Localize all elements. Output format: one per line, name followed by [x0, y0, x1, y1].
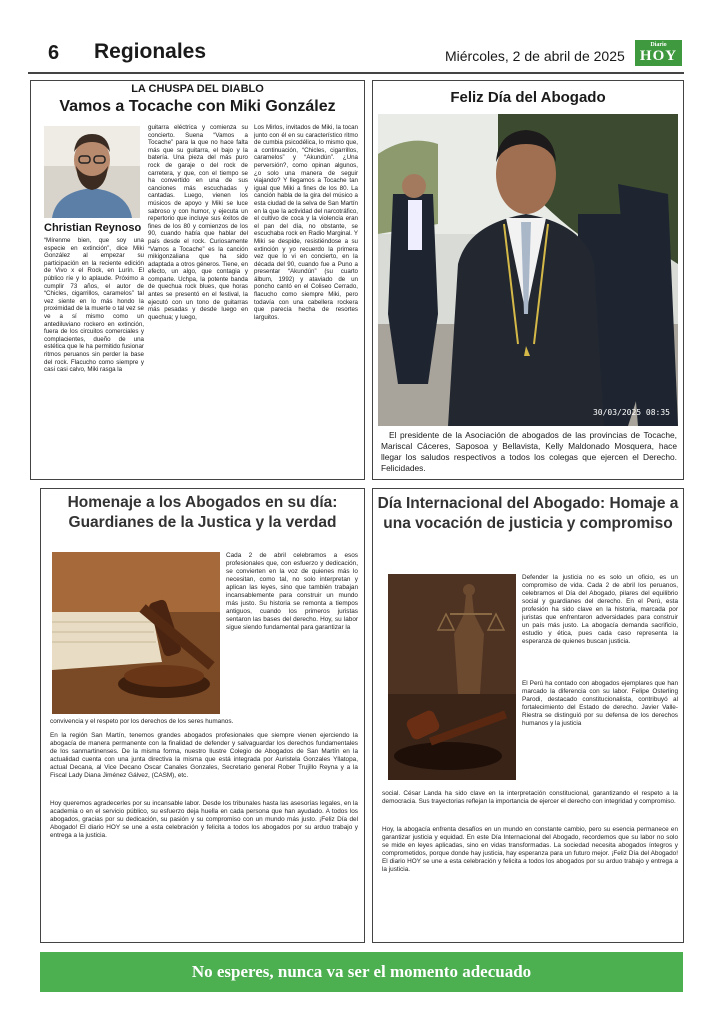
article-internacional-title: Día Internacional del Abogado: Homaje a una vocación de justicia y compromiso — [377, 495, 679, 532]
gavel-book-photo — [52, 552, 220, 714]
article-homenaje-paragraph-3: Hoy queremos agradecerles por su incansable labor. Desde los tribunales hasta las asesorías legales, en la academia o en el servicio público, su esfuerzo deja huella en cada persona que han ayudado. A todos los abogados, gracias por su dedicación, su pasión y su compromiso con un mundo más justo. ¡Feliz Día del Abogado! El diario HOY se une a esta celebración y felicita a todos los abogados por su arduo trabajo y entrega a la justicia. — [50, 800, 358, 839]
justice-statue-photo — [388, 574, 516, 780]
article-internacional-paragraph-3: Hoy, la abogacía enfrenta desafíos en un mundo en constante cambio, pero su esencia permanece en garantizar justicia y equidad. En este Día Internacional del Abogado, recordemos que su labor no solo se mide en leyes aplicadas, sino en vidas transformadas. La sociedad necesita abogados íntegros y comprometidos, porque donde hay justicia, hay esperanza para un futuro mejor. ¡Feliz Día del Abogado! El diario HOY se une a esta celebración y felicita a todos los abogados por su arduo trabajo y entrega a la justicia. — [382, 826, 678, 873]
article-miki-column-3: Los Mirlos, invitados de Miki, la tocan junto con él en su característico ritmo de cumbia psicodélica, lo mismo que, a continuación, “Chicles, cigarrillos, caramelos” y “Akundún”. ¿Una perversión?, como opinan algunos, ¿o solo una manera de seguir viajando? Y llegamos a Tocache tan igual que Miki a fines de los 80. La canción habla de la gira del músico a esta ciudad de la selva de San Martín en la que la actividad del narcotráfico, el cultivo de coca y la violencia eran el pan del día, no obstante, se escuchaba rock en Radio Marginal. Y Miki se despide, resistiéndose a su extinción y yo recuerdo la primera vez que lo vi en concierto, en la década del 90, cuando fue a Puno a presentar “Akundún” (su cuarto álbum, 1992) y ataviado de un poncho cantó en el Coliseo Cerrado, flacucho como siempre Miki, pero todavía con una cabellera rockera que parecía hecha de resortes larguitos. — [254, 124, 358, 321]
logo-top-text: Diario — [650, 42, 667, 48]
page-number: 6 — [48, 42, 60, 64]
article-homenaje-paragraph-1-end: convivencia y el respeto por los derechos de los seres humanos. — [50, 718, 234, 725]
author-photo — [44, 126, 140, 218]
newspaper-logo — [635, 40, 682, 66]
article-miki-column-2: guitarra eléctrica y comienza su concierto. Suena “Vamos a Tocache” para la que no hace falta más que su guitarra, el bajo y la batería. Una pieza del más puro rock de garaje o del rock de carretera, y que, con el tiempo se ha convertido en una de sus canciones más escuchadas y cantadas. Luego, vienen los músicos de apoyo y Miki se luce sabroso y con humor, y ejecuta un repertorio que incluye sus éxitos de fines de los 80 y comienzos de los 90, cuando había que hablar del país desde el rock. Curiosamente “Vamos a Tocache” es la canción mikigonzaliana que ha sido adaptada a otros géneros. Tiene, en efecto, un algo, que contagia y comparte. Uchpa, la potente banda de quechua rock blues, que horas antes se presentó en el festival, la ejecutó con un tono de guitarras más pesadas y desde luego en quechua; y luego, — [148, 124, 248, 321]
article-internacional-paragraph-2-end: social. César Landa ha sido clave en la interpretación constitucional, garantizando el respeto a la democracia. Sus trayectorias reflejan la importancia de ejercer el derecho con integridad y compromiso. — [382, 790, 678, 805]
article-internacional-paragraph-2: El Perú ha contado con abogados ejemplares que han marcado la diferencia con su labor. Felipe Osterling Parodi, destacado constitucionalista, contribuyó al fortalecimiento del Estado de derecho. Javier Valle-Riestra se distinguió por su defensa de los derechos humanos y la justicia — [522, 680, 678, 727]
issue-date: Miércoles, 2 de abril de 2025 — [445, 48, 625, 64]
article-internacional-paragraph-1: Defender la justicia no es solo un oficio, es un compromiso de vida. Cada 2 de abril los peruanos, celebramos el Día del Abogado, pilares del equilibrio social y guardianes del derecho. En el Perú, esta profesión ha sido clave en la historia, marcada por juristas que enfrentaron adversidades para construir un país más justo. La abogacía demanda sacrificio, estudio y ética, pues cada caso representa la esperanza de quienes buscan justicia. — [522, 574, 678, 645]
lawyer-photo — [378, 114, 678, 426]
header-divider — [28, 72, 684, 74]
article-homenaje-paragraph-2: En la región San Martín, tenemos grandes abogados profesionales que siempre vienen ejerciendo la abogacía de manera permanente con la finalidad de defender y salvaguardar los derechos fundamentales de los sanmartinenses. De la misma forma, nuestro Ilustre Colegio de Abogados de San Martín en la actualidad cuenta con una junta directiva la misma que está integrada por Auristela Gonzales Yllatopa, actual Decana, al Vice Decano Oscar Canales Gonzales, Secretario general Rober Trujillo Reyna y a la Fiscal Lady Diana Jiménez Gálvez, (CASM), etc. — [50, 732, 358, 779]
article-homenaje-paragraph-1: Cada 2 de abril celebramos a esos profesionales que, con esfuerzo y dedicación, se convierten en la voz de quienes más lo necesitan, como tal, no solo interpretan y aplican las leyes, sino que también trabajan incansablemente para construir un mundo más justo. Su historia se remonta a tiempos antiguos, cuando los primeros juristas sentaron las bases del derecho. Hoy, su labor sigue siendo fundamental para garantizar la — [226, 552, 358, 631]
photo-timestamp: 30/03/2025 08:35 — [592, 408, 670, 417]
article-miki-column-1: “Mírenme bien, que soy una especie en extinción”, dice Miki González al empezar su participación en la reciente edición de Vivo x el Rock, en Lurín. El público ríe y lo aplaude. Próximo a cumplir 73 años, el autor de “Chicles, cigarrillos, caramelos” tal vez siente en lo más hondo la proximidad de la muerte o tal vez se ve a sí mismo como un antediluviano rockero en extinción, fuera de los circuitos comerciales y complacientes, dueño de una estética que le ha permitido fusionar ritmos peruanos sin perder la base del rock. Flacucho como siempre y casi casi calvo, Miki rasga la — [44, 237, 144, 374]
footer-banner: No esperes, nunca va ser el momento adecuado — [40, 952, 683, 992]
photo-caption: El presidente de la Asociación de abogados de las provincias de Tocache, Mariscal Cáceres, Saposoa y Bellavista, Kelly Maldonado Mosquera, hace llegar los saludos respectivos a todos los colegas que ejercen el Derecho. Felicidades. — [381, 430, 677, 473]
article-abogado-title: Feliz Día del Abogado — [450, 89, 606, 106]
article-miki-title: Vamos a Tocache con Miki González — [59, 98, 336, 115]
logo-main-text: HOY — [639, 48, 678, 64]
column-kicker: LA CHUSPA DEL DIABLO — [131, 83, 264, 95]
author-name: Christian Reynoso — [44, 222, 142, 234]
section-title: Regionales — [94, 40, 207, 63]
article-homenaje-title: Homenaje a los Abogados en su día: Guardianes de la Justica y la verdad — [67, 494, 338, 531]
